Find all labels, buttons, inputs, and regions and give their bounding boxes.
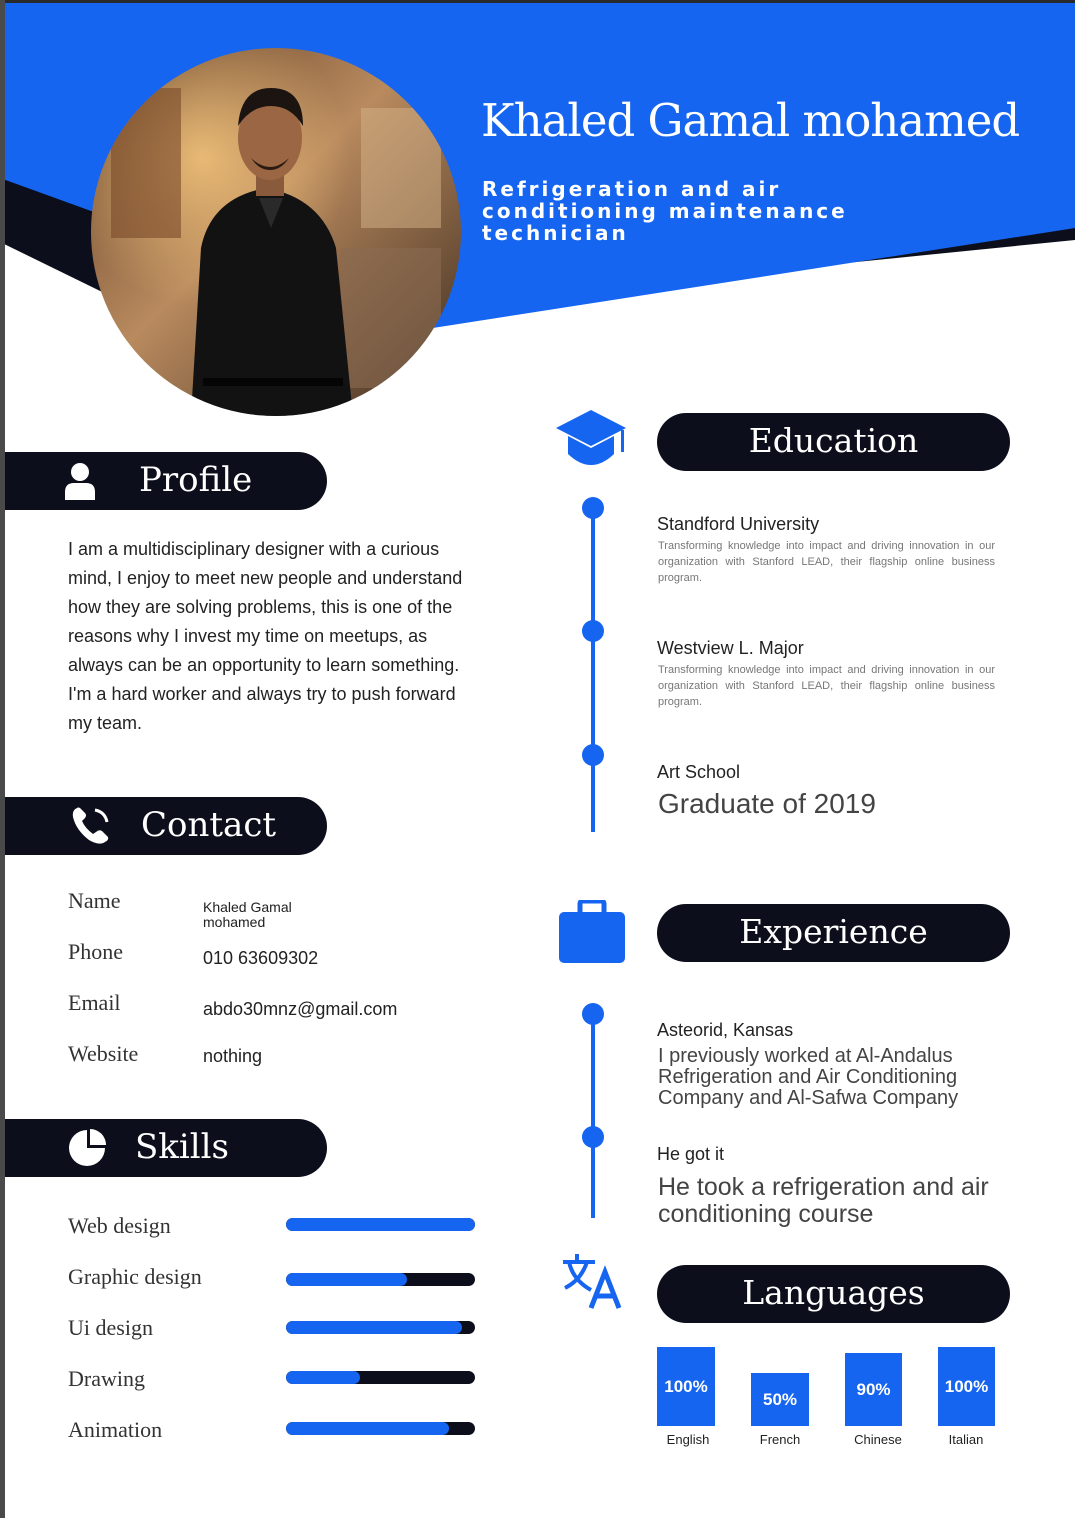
pie-chart-icon	[68, 1129, 106, 1167]
skills-heading: Skills	[135, 1127, 229, 1167]
language-level-box: 50%	[751, 1373, 809, 1426]
candidate-name: Khaled Gamal mohamed	[481, 94, 1020, 147]
contact-website-label: Website	[68, 1041, 139, 1066]
timeline-dot	[582, 497, 604, 519]
contact-phone-label: Phone	[68, 939, 123, 964]
phone-icon	[69, 806, 113, 846]
skill-label: Drawing	[68, 1366, 145, 1391]
experience-heading: Experience	[739, 912, 928, 951]
skill-bar-fill	[286, 1273, 407, 1286]
timeline-dot	[582, 1003, 604, 1025]
education-item-desc: Transforming knowledge into impact and driving innovation in our organization with Stanford LEAD, their flagship online business program.	[658, 664, 995, 708]
education-item-title: Westview L. Major	[657, 638, 804, 658]
experience-item-title: Asteorid, Kansas	[657, 1020, 794, 1040]
job-title: Refrigeration and air conditioning maintenance technician	[482, 177, 848, 245]
contact-email-label: Email	[68, 990, 121, 1015]
profile-heading: Profile	[139, 460, 253, 500]
user-icon	[63, 462, 97, 500]
contact-website-value: nothing	[203, 1046, 263, 1066]
skill-bar-fill	[286, 1422, 449, 1435]
skill-bar	[286, 1422, 475, 1435]
skill-label: Web design	[68, 1213, 171, 1238]
skill-bar	[286, 1218, 475, 1231]
education-item-desc: Graduate of 2019	[658, 788, 876, 819]
graduation-cap-icon	[555, 408, 627, 472]
education-item-title: Art School	[657, 762, 741, 782]
skill-label: Animation	[68, 1417, 163, 1442]
contact-name-value: Khaled Gamal mohamed	[203, 899, 292, 930]
left-border	[0, 0, 5, 1518]
language-level-box: 90%	[845, 1353, 902, 1426]
skill-bar	[286, 1273, 475, 1286]
skill-bar	[286, 1371, 475, 1384]
skill-bar-fill	[286, 1371, 360, 1384]
language-name: Italian	[948, 1432, 984, 1447]
contact-email-value: abdo30mnz@gmail.com	[203, 999, 398, 1019]
language-name: Chinese	[854, 1432, 902, 1447]
contact-name-label: Name	[68, 888, 121, 913]
translate-icon	[561, 1252, 623, 1310]
profile-photo	[91, 48, 461, 416]
language-level-box: 100%	[938, 1347, 995, 1426]
language-name: English	[666, 1432, 710, 1447]
skills-heading-bar	[5, 1119, 327, 1177]
experience-item-title: He got it	[657, 1144, 725, 1164]
briefcase-icon	[558, 900, 626, 964]
skill-bar	[286, 1321, 475, 1334]
education-heading-bar	[657, 413, 1010, 471]
languages-heading: Languages	[742, 1273, 925, 1312]
experience-item-desc: I previously worked at Al-Andalus Refrigeration and Air Conditioning Company and Al-Safwa Company	[658, 1045, 959, 1109]
education-timeline	[591, 508, 595, 832]
top-border	[0, 0, 1075, 3]
contact-heading-bar	[5, 797, 327, 855]
education-item-title: Standford University	[657, 514, 820, 534]
education-heading: Education	[748, 421, 919, 460]
profile-summary: I am a multidisciplinary designer with a curious mind, I enjoy to meet new people and understand how they are solving problems, this is one of the reasons why I invest my time on meetups, as always can be an opportunity to learn something. I'm a hard worker and always try to push forward my team.	[68, 539, 463, 733]
skill-label: Graphic design	[68, 1264, 202, 1289]
languages-heading-bar	[657, 1265, 1010, 1323]
language-name: French	[759, 1432, 801, 1447]
skill-bar-fill	[286, 1218, 475, 1231]
timeline-dot	[582, 1126, 604, 1148]
profile-heading-bar	[5, 452, 327, 510]
education-item-desc: Transforming knowledge into impact and driving innovation in our organization with Stanford LEAD, their flagship online business program.	[658, 540, 995, 584]
skill-bar-fill	[286, 1321, 462, 1334]
skill-label: Ui design	[68, 1315, 153, 1340]
contact-heading: Contact	[141, 805, 277, 845]
experience-timeline	[591, 1014, 595, 1218]
timeline-dot	[582, 744, 604, 766]
contact-phone-value: 010 63609302	[203, 948, 319, 968]
experience-heading-bar	[657, 904, 1010, 962]
experience-item-desc: He took a refrigeration and air conditioning course	[658, 1173, 989, 1228]
language-level-box: 100%	[657, 1347, 715, 1426]
timeline-dot	[582, 620, 604, 642]
